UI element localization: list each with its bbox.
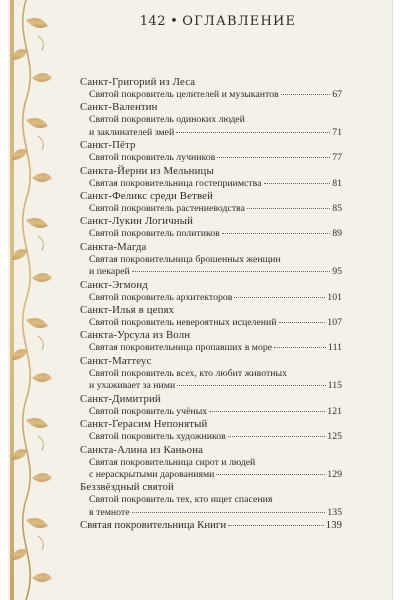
toc-description-line: [89, 89, 342, 101]
toc-saint-name: Беззвёздный святой: [80, 481, 174, 494]
toc-page-number: 81: [332, 177, 342, 189]
toc-description: [80, 494, 342, 519]
running-header: [60, 14, 376, 29]
toc-entry[interactable]: [80, 279, 342, 304]
toc-description-text: Святая покровительница брошенных женщин: [89, 253, 281, 265]
dot-leader: [216, 474, 325, 475]
dot-leader: [132, 271, 330, 272]
toc-description: [80, 457, 342, 482]
toc-description-text: Святой покровитель невероятных исцелений: [89, 317, 277, 329]
toc-entry[interactable]: [80, 329, 342, 354]
toc-entry[interactable]: [80, 76, 342, 101]
toc-page-number: 139: [325, 519, 342, 532]
toc-entry[interactable]: [80, 355, 342, 393]
dot-leader: [247, 208, 330, 209]
toc-description-line: [89, 507, 342, 519]
toc-page-number: 125: [327, 431, 342, 443]
dot-leader: [234, 297, 325, 298]
toc-description-text: Святой покровитель всех, кто любит животных: [89, 367, 287, 379]
toc-page-number: 89: [332, 228, 342, 240]
toc-description-text: Святая покровительница пропавших в море: [89, 342, 273, 354]
toc-page-number: 107: [327, 317, 342, 329]
dot-leader: [228, 525, 324, 526]
toc-description-line: [89, 203, 342, 215]
toc-description-line: [89, 406, 342, 418]
toc-saint-name: Санкт-Валентин: [80, 101, 158, 114]
toc-entry[interactable]: [80, 481, 342, 519]
toc-description-text: Святой покровитель тех, кто ищет спасения: [89, 494, 273, 506]
toc-page-number: 95: [332, 266, 342, 278]
toc-description: [80, 203, 342, 215]
toc-description-line: [89, 127, 342, 139]
toc-page-number: 135: [327, 506, 342, 518]
toc-description: [80, 406, 342, 418]
table-of-contents: [80, 76, 342, 532]
toc-page-number: 111: [328, 342, 342, 354]
toc-description-line: [89, 342, 342, 354]
toc-page-number: 101: [327, 291, 342, 303]
toc-description-text: Святой покровитель лучников: [89, 152, 216, 164]
dot-leader: [222, 233, 330, 234]
dot-leader: [177, 385, 325, 386]
toc-description-text: Святая покровительница гостеприимства: [89, 177, 262, 189]
toc-description-text: Святой покровитель целителей и музыкантов: [89, 89, 279, 100]
toc-description-text: Святой покровитель одиноких людей: [89, 114, 245, 126]
toc-final-entry[interactable]: [80, 519, 342, 532]
toc-page-number: 85: [332, 203, 342, 215]
toc-description-text: Святой покровитель художников: [89, 431, 226, 443]
toc-saint-name: Санкт-Илья в цепях: [80, 304, 175, 317]
toc-description: [80, 368, 342, 393]
toc-description-text: Святой покровитель растениеводства: [89, 203, 245, 215]
toc-entry[interactable]: [80, 190, 342, 215]
toc-entry[interactable]: [80, 165, 342, 190]
toc-saint-name: Санкт-Димитрий: [80, 392, 161, 405]
toc-description-text: Святой покровитель учёных: [89, 405, 208, 417]
dot-leader: [279, 322, 326, 323]
toc-saint-name: Санкт-Герасим Непонятый: [80, 418, 208, 431]
toc-saint-name: Санкт-Григорий из Леса: [80, 76, 196, 88]
toc-saint-name: Санкт-Маттеус: [80, 354, 152, 367]
dot-leader: [228, 436, 326, 437]
toc-page-number: 121: [327, 405, 342, 417]
toc-description: [80, 254, 342, 279]
toc-description-line: [89, 292, 342, 304]
header-separator: •: [170, 14, 179, 29]
toc-description-line: [89, 431, 342, 443]
toc-description-text: и ухаживает за ними: [89, 380, 176, 392]
toc-final-entry-title: Святая покровительница Книги: [80, 519, 227, 532]
toc-entry[interactable]: [80, 139, 342, 164]
toc-description-text: Святой покровитель политиков: [89, 228, 220, 240]
toc-description-text: Святой покровитель архитекторов: [89, 291, 233, 303]
toc-description-line: [89, 152, 342, 164]
toc-page-number: 71: [332, 126, 342, 138]
toc-saint-name: Санкта-Алина из Каньона: [80, 443, 204, 456]
dot-leader: [274, 347, 326, 348]
dot-leader: [132, 512, 326, 513]
toc-saint-name: Санкта-Магда: [80, 240, 147, 253]
toc-saint-name: Санкта-Йерни из Мельницы: [80, 164, 214, 177]
toc-description-line: [89, 380, 342, 392]
toc-description: [80, 292, 342, 304]
toc-description-line: [89, 266, 342, 278]
toc-entry[interactable]: [80, 393, 342, 418]
toc-description-text: в темноте: [89, 506, 130, 518]
toc-entry[interactable]: [80, 101, 342, 139]
toc-description: [80, 431, 342, 443]
toc-description-text: Святая покровительница сирот и людей: [89, 456, 256, 468]
toc-saint-name: Санкт-Феликс среди Ветвей: [80, 190, 214, 203]
toc-entry[interactable]: [80, 241, 342, 279]
toc-description-line: [89, 469, 342, 481]
toc-saint-name: Санкта-Урсула из Волн: [80, 329, 191, 342]
toc-page-number: 77: [332, 152, 342, 164]
toc-description: [80, 317, 342, 329]
toc-description: [80, 114, 342, 139]
toc-entry[interactable]: [80, 215, 342, 240]
toc-description: [80, 228, 342, 240]
toc-saint-name: Санкт-Эгмонд: [80, 278, 148, 291]
toc-page-number: 115: [327, 380, 342, 392]
toc-page-number: 129: [327, 468, 342, 480]
page-number: 142: [139, 14, 167, 29]
toc-description-text: и пекарей: [89, 266, 130, 278]
dot-leader: [176, 132, 330, 133]
toc-entry[interactable]: [80, 304, 342, 329]
dot-leader: [209, 411, 325, 412]
toc-description: [80, 89, 342, 101]
dot-leader: [281, 94, 331, 95]
dot-leader: [217, 157, 330, 158]
toc-entry[interactable]: [80, 418, 342, 443]
floral-border-ornament: [8, 0, 56, 600]
toc-description: [80, 152, 342, 164]
toc-entry[interactable]: [80, 444, 342, 482]
toc-description: [80, 342, 342, 354]
dot-leader: [264, 183, 331, 184]
section-title: ОГЛАВЛЕНИЕ: [182, 14, 297, 29]
toc-description-text: с нераскрытыми дарованиями: [89, 468, 215, 480]
toc-saint-name: Санкт-Пётр: [80, 139, 136, 152]
toc-description-line: [89, 317, 342, 329]
toc-saint-name: Санкт-Лукин Логичный: [80, 215, 194, 228]
toc-description: [80, 178, 342, 190]
toc-description-line: [89, 178, 342, 190]
toc-description-line: [89, 228, 342, 240]
toc-description-text: и заклинателей змей: [89, 126, 175, 138]
toc-page-number: 67: [332, 89, 342, 100]
